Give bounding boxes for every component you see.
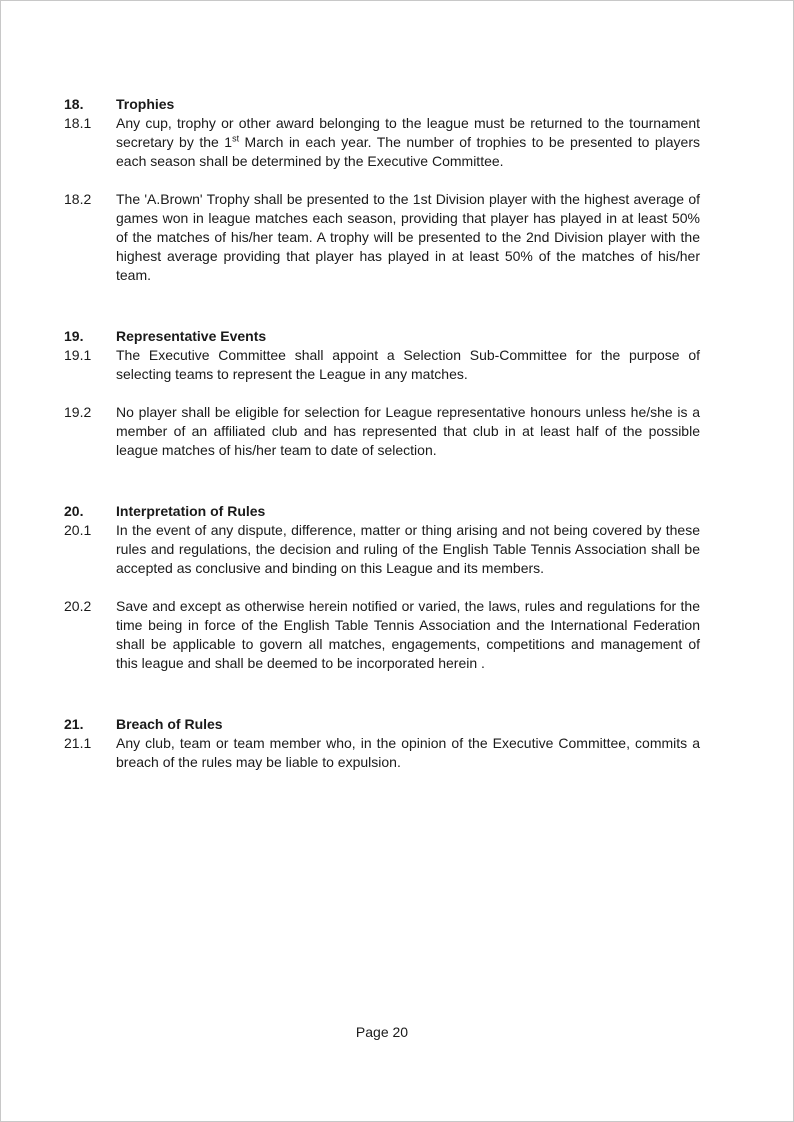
clause-text: In the event of any dispute, difference, matter or thing arising and not being covered by these rules and regulations, the decision and ruling of the English Table Tennis Association shall be accepted as conclusive and binding on this League and its members. xyxy=(116,522,700,576)
clause-18-2 xyxy=(64,190,700,285)
clause-text: The 'A.Brown' Trophy shall be presented to the 1st Division player with the highest average of games won in league matches each season, providing that player has played in at least 50% of the matches of his/her team. A trophy will be presented to the 2nd Division player with the highest average providing that player has played in at least 50% of the matches of his/her team. xyxy=(116,191,700,283)
section-number: 21. xyxy=(64,716,84,732)
section-heading xyxy=(64,502,700,521)
clause-number: 19.1 xyxy=(64,347,92,363)
clause-19-1 xyxy=(64,346,700,384)
section-title: Breach of Rules xyxy=(116,716,223,732)
clause-number: 20.2 xyxy=(64,598,92,614)
clause-text: The Executive Committee shall appoint a Selection Sub-Committee for the purpose of selecting teams to represent the League in any matches. xyxy=(116,347,700,382)
clause-19-2 xyxy=(64,403,700,460)
section-number: 19. xyxy=(64,328,84,344)
clause-text xyxy=(116,114,700,171)
section-number: 20. xyxy=(64,503,84,519)
clause-20-1 xyxy=(64,521,700,578)
clause-number: 19.2 xyxy=(64,404,92,420)
section-title: Interpretation of Rules xyxy=(116,503,266,519)
section-18-trophies xyxy=(64,95,700,285)
section-20-interpretation-of-rules xyxy=(64,502,700,673)
page-number-footer: Page 20 xyxy=(355,1024,409,1040)
clause-20-2 xyxy=(64,597,700,673)
section-number: 18. xyxy=(64,96,84,112)
clause-text: Save and except as otherwise herein notified or varied, the laws, rules and regulations for the time being in force of the English Table Tennis Association and the International Federation shall be applicable to govern all matches, engagements, competitions and management of this league and shall be deemed to be incorporated herein . xyxy=(116,598,700,671)
section-title: Representative Events xyxy=(116,328,267,344)
section-21-breach-of-rules xyxy=(64,715,700,772)
section-heading xyxy=(64,327,700,346)
clause-number: 18.1 xyxy=(64,115,92,131)
section-heading xyxy=(64,715,700,734)
clause-text-part: March in each year. The number of trophies to be presented to players each season shall be determined by the Executive Committee. xyxy=(116,134,700,169)
document-body xyxy=(64,95,700,772)
clause-text-part: Any cup, trophy or other award belonging to the league must be returned to the tournament secretary by the 1 xyxy=(116,115,700,150)
section-19-representative-events xyxy=(64,327,700,460)
clause-text: Any club, team or team member who, in the opinion of the Executive Committee, commits a breach of the rules may be liable to expulsion. xyxy=(116,735,700,770)
section-heading xyxy=(64,95,700,114)
clause-18-1 xyxy=(64,114,700,171)
clause-number: 18.2 xyxy=(64,191,92,207)
section-title: Trophies xyxy=(116,96,175,112)
clause-number: 20.1 xyxy=(64,522,92,538)
ordinal-superscript: st xyxy=(232,133,240,144)
clause-text: No player shall be eligible for selection for League representative honours unless he/she is a member of an affiliated club and has represented that club in at least half of the possible league matches of his/her team to date of selection. xyxy=(116,404,700,458)
clause-21-1 xyxy=(64,734,700,772)
clause-number: 21.1 xyxy=(64,735,92,751)
